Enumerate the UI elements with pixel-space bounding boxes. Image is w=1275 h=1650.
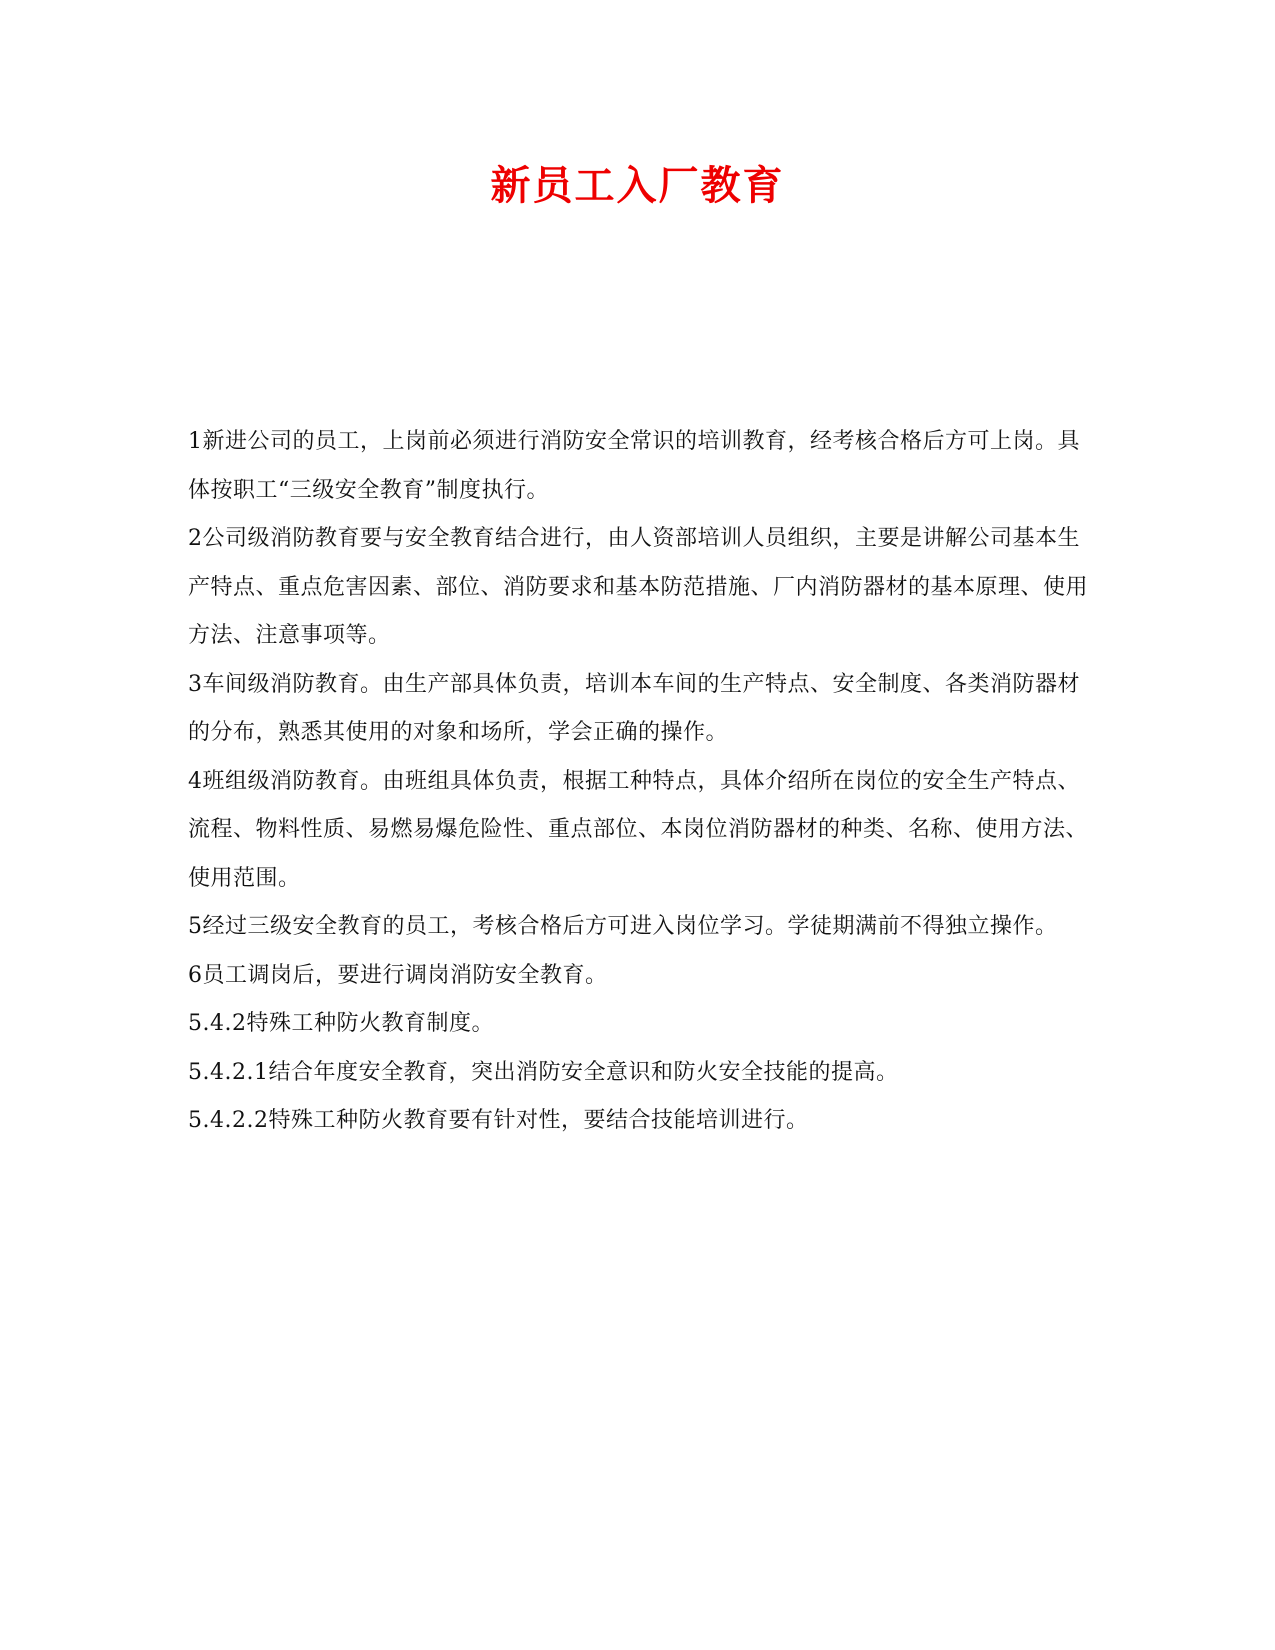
- paragraph-6: 6员工调岗后，要进行调岗消防安全教育。: [188, 962, 608, 988]
- document-title: 新员工入厂教育: [490, 162, 785, 209]
- paragraph-9: 5.4.2.2特殊工种防火教育要有针对性，要结合技能培训进行。: [188, 1108, 809, 1133]
- paragraph-5: 5经过三级安全教育的员工，考核合格后方可进入岗位学习。学徒期满前不得独立操作。: [188, 914, 1058, 939]
- paragraph-2: 2公司级消防教育要与安全教育结合进行，由人资部培训人员组织，主要是讲解公司基本生产特点、重点危害因素、部位、消防要求和基本防范措施、厂内消防器材的基本原理、使用方法、注意事项等。: [188, 526, 1089, 648]
- paragraph-3: 3车间级消防教育。由生产部具体负责，培训本车间的生产特点、安全制度、各类消防器材的分布，熟悉其使用的对象和场所，学会正确的操作。: [188, 671, 1081, 745]
- document-body: [188, 418, 1088, 1146]
- paragraph-4: 4班组级消防教育。由班组具体负责，根据工种特点，具体介绍所在岗位的安全生产特点、流程、物料性质、易燃易爆危险性、重点部位、本岗位消防器材的种类、名称、使用方法、使用范围。: [188, 768, 1089, 891]
- paragraph-1: 1新进公司的员工，上岗前必须进行消防安全常识的培训教育，经考核合格后方可上岗。具体按职工“三级安全教育”制度执行。: [188, 429, 1081, 503]
- paragraph-8: 5.4.2.1结合年度安全教育，突出消防安全意识和防火安全技能的提高。: [188, 1059, 899, 1085]
- paragraph-7: 5.4.2特殊工种防火教育制度。: [188, 1011, 494, 1036]
